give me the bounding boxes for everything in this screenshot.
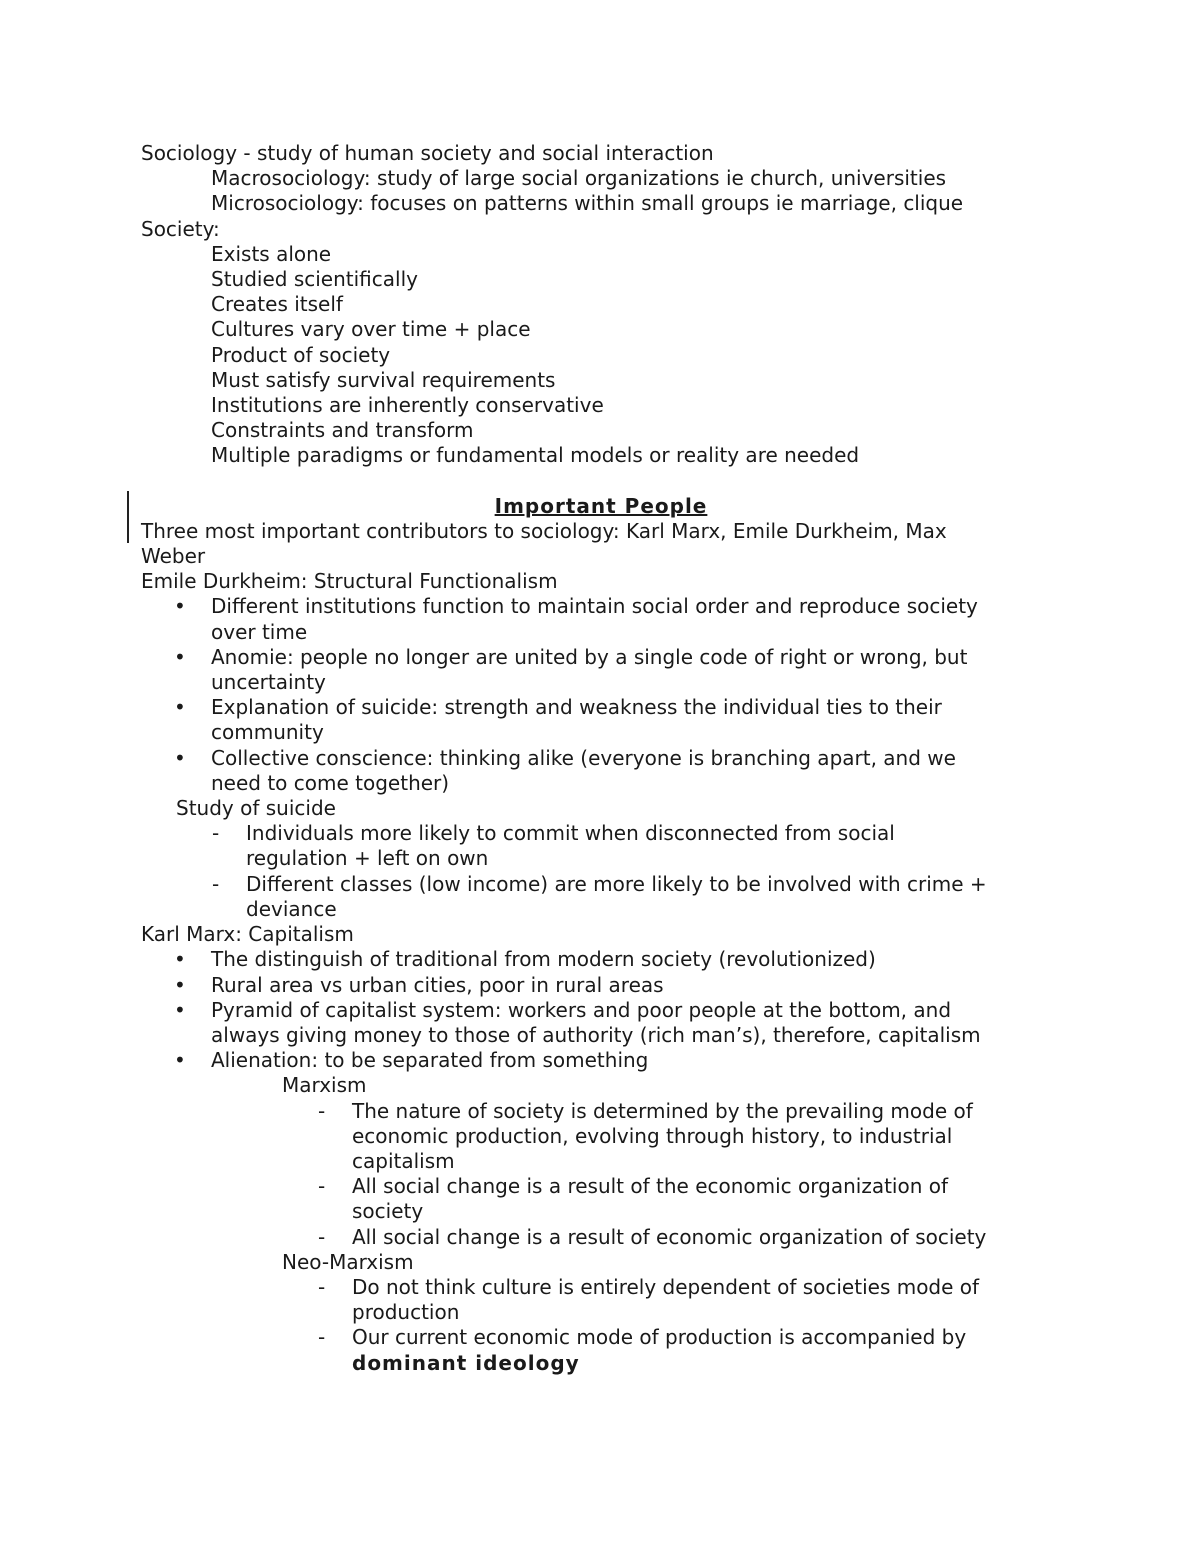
sociology-definition: Sociology - study of human society and social interaction <box>141 141 714 165</box>
list-item <box>141 1048 1061 1073</box>
neo-marxism-heading: Neo-Marxism <box>282 1249 414 1274</box>
list-item-line: over time <box>211 619 308 644</box>
list-item-line: All social change is a result of economic organization of society <box>352 1224 987 1249</box>
microsociology-line: Microsociology: focuses on patterns within small groups ie marriage, clique <box>211 191 964 216</box>
macrosociology-line: Macrosociology: study of large social organizations ie church, universities <box>211 166 947 191</box>
list-item-line: Individuals more likely to commit when disconnected from social <box>246 821 895 846</box>
list-item-line: Pyramid of capitalist system: workers and poor people at the bottom, and <box>211 997 952 1022</box>
list-item-line: Anomie: people no longer are united by a single code of right or wrong, but <box>211 644 968 669</box>
list-item <box>141 1225 1061 1250</box>
durkheim-heading: Emile Durkheim: Structural Functionalism <box>141 569 558 594</box>
marx-heading: Karl Marx: Capitalism <box>141 922 354 947</box>
list-item <box>141 872 1061 922</box>
list-item <box>141 998 1061 1048</box>
bullet-icon: • <box>174 997 186 1022</box>
contributors-line-cont: Weber <box>141 544 206 569</box>
list-item-line: capitalism <box>352 1148 455 1173</box>
society-item: Multiple paradigms or fundamental models or reality are needed <box>211 443 860 468</box>
society-item: Cultures vary over time + place <box>211 317 531 342</box>
society-item: Must satisfy survival requirements <box>211 367 556 392</box>
list-item-line: community <box>211 720 324 745</box>
list-item <box>141 645 1061 695</box>
society-item: Constraints and transform <box>211 418 474 443</box>
bullet-icon: • <box>174 1048 186 1073</box>
list-item-line: Different classes (low income) are more likely to be involved with crime + <box>246 871 987 896</box>
bullet-icon: • <box>174 972 186 997</box>
list-item-line: uncertainty <box>211 670 326 695</box>
list-item-line: production <box>352 1300 460 1325</box>
list-item-line: Collective conscience: thinking alike (everyone is branching apart, and we <box>211 745 956 770</box>
society-heading: Society: <box>141 216 220 241</box>
society-item: Exists alone <box>211 241 332 266</box>
list-item-line: Rural area vs urban cities, poor in rural areas <box>211 972 664 997</box>
bullet-icon: • <box>174 947 186 972</box>
list-item-line: always giving money to those of authority (rich man’s), therefore, capitalism <box>211 1022 981 1047</box>
list-item-line: society <box>352 1199 424 1224</box>
list-item-line: Our current economic mode of production is accompanied by <box>352 1325 967 1350</box>
list-item <box>141 821 1061 871</box>
list-item <box>141 1275 1061 1325</box>
list-item <box>141 1099 1061 1175</box>
list-item-line: The nature of society is determined by the prevailing mode of <box>352 1098 973 1123</box>
dash-icon: - <box>212 821 220 846</box>
list-item-line: Do not think culture is entirely dependent of societies mode of <box>352 1274 980 1299</box>
text-cursor <box>127 491 129 543</box>
society-item: Creates itself <box>211 292 343 317</box>
list-item-line: regulation + left on own <box>246 846 489 871</box>
bold-term: dominant ideology <box>352 1350 580 1375</box>
dash-icon: - <box>318 1224 326 1249</box>
bullet-icon: • <box>174 745 186 770</box>
dash-icon: - <box>318 1274 326 1299</box>
list-item <box>141 973 1061 998</box>
study-heading: Study of suicide <box>176 796 336 821</box>
list-item <box>141 1325 1061 1375</box>
list-item-line: All social change is a result of the economic organization of <box>352 1174 949 1199</box>
dash-icon: - <box>318 1325 326 1350</box>
society-item: Product of society <box>211 342 391 367</box>
dash-icon: - <box>318 1174 326 1199</box>
list-item <box>141 594 1061 644</box>
list-item-line: The distinguish of traditional from modern society (revolutionized) <box>211 947 876 972</box>
society-item: Studied scientifically <box>211 267 418 292</box>
list-item-line: deviance <box>246 896 337 921</box>
list-item-line: Explanation of suicide: strength and weakness the individual ties to their <box>211 695 942 720</box>
section-title: Important People <box>494 493 708 518</box>
list-item <box>141 1174 1061 1224</box>
list-item-line: need to come together) <box>211 770 450 795</box>
document-body <box>141 141 1061 1376</box>
marxism-heading: Marxism <box>282 1073 367 1098</box>
list-item-line: Different institutions function to maintain social order and reproduce society <box>211 594 978 619</box>
bullet-icon: • <box>174 644 186 669</box>
bullet-icon: • <box>174 594 186 619</box>
list-item-line: Alienation: to be separated from something <box>211 1048 649 1073</box>
bullet-icon: • <box>174 695 186 720</box>
society-item: Institutions are inherently conservative <box>211 393 604 418</box>
dash-icon: - <box>318 1098 326 1123</box>
list-item <box>141 695 1061 745</box>
list-item-line: economic production, evolving through history, to industrial <box>352 1123 953 1148</box>
contributors-line: Three most important contributors to sociology: Karl Marx, Emile Durkheim, Max <box>141 518 947 543</box>
list-item <box>141 746 1061 796</box>
dash-icon: - <box>212 871 220 896</box>
list-item <box>141 947 1061 972</box>
